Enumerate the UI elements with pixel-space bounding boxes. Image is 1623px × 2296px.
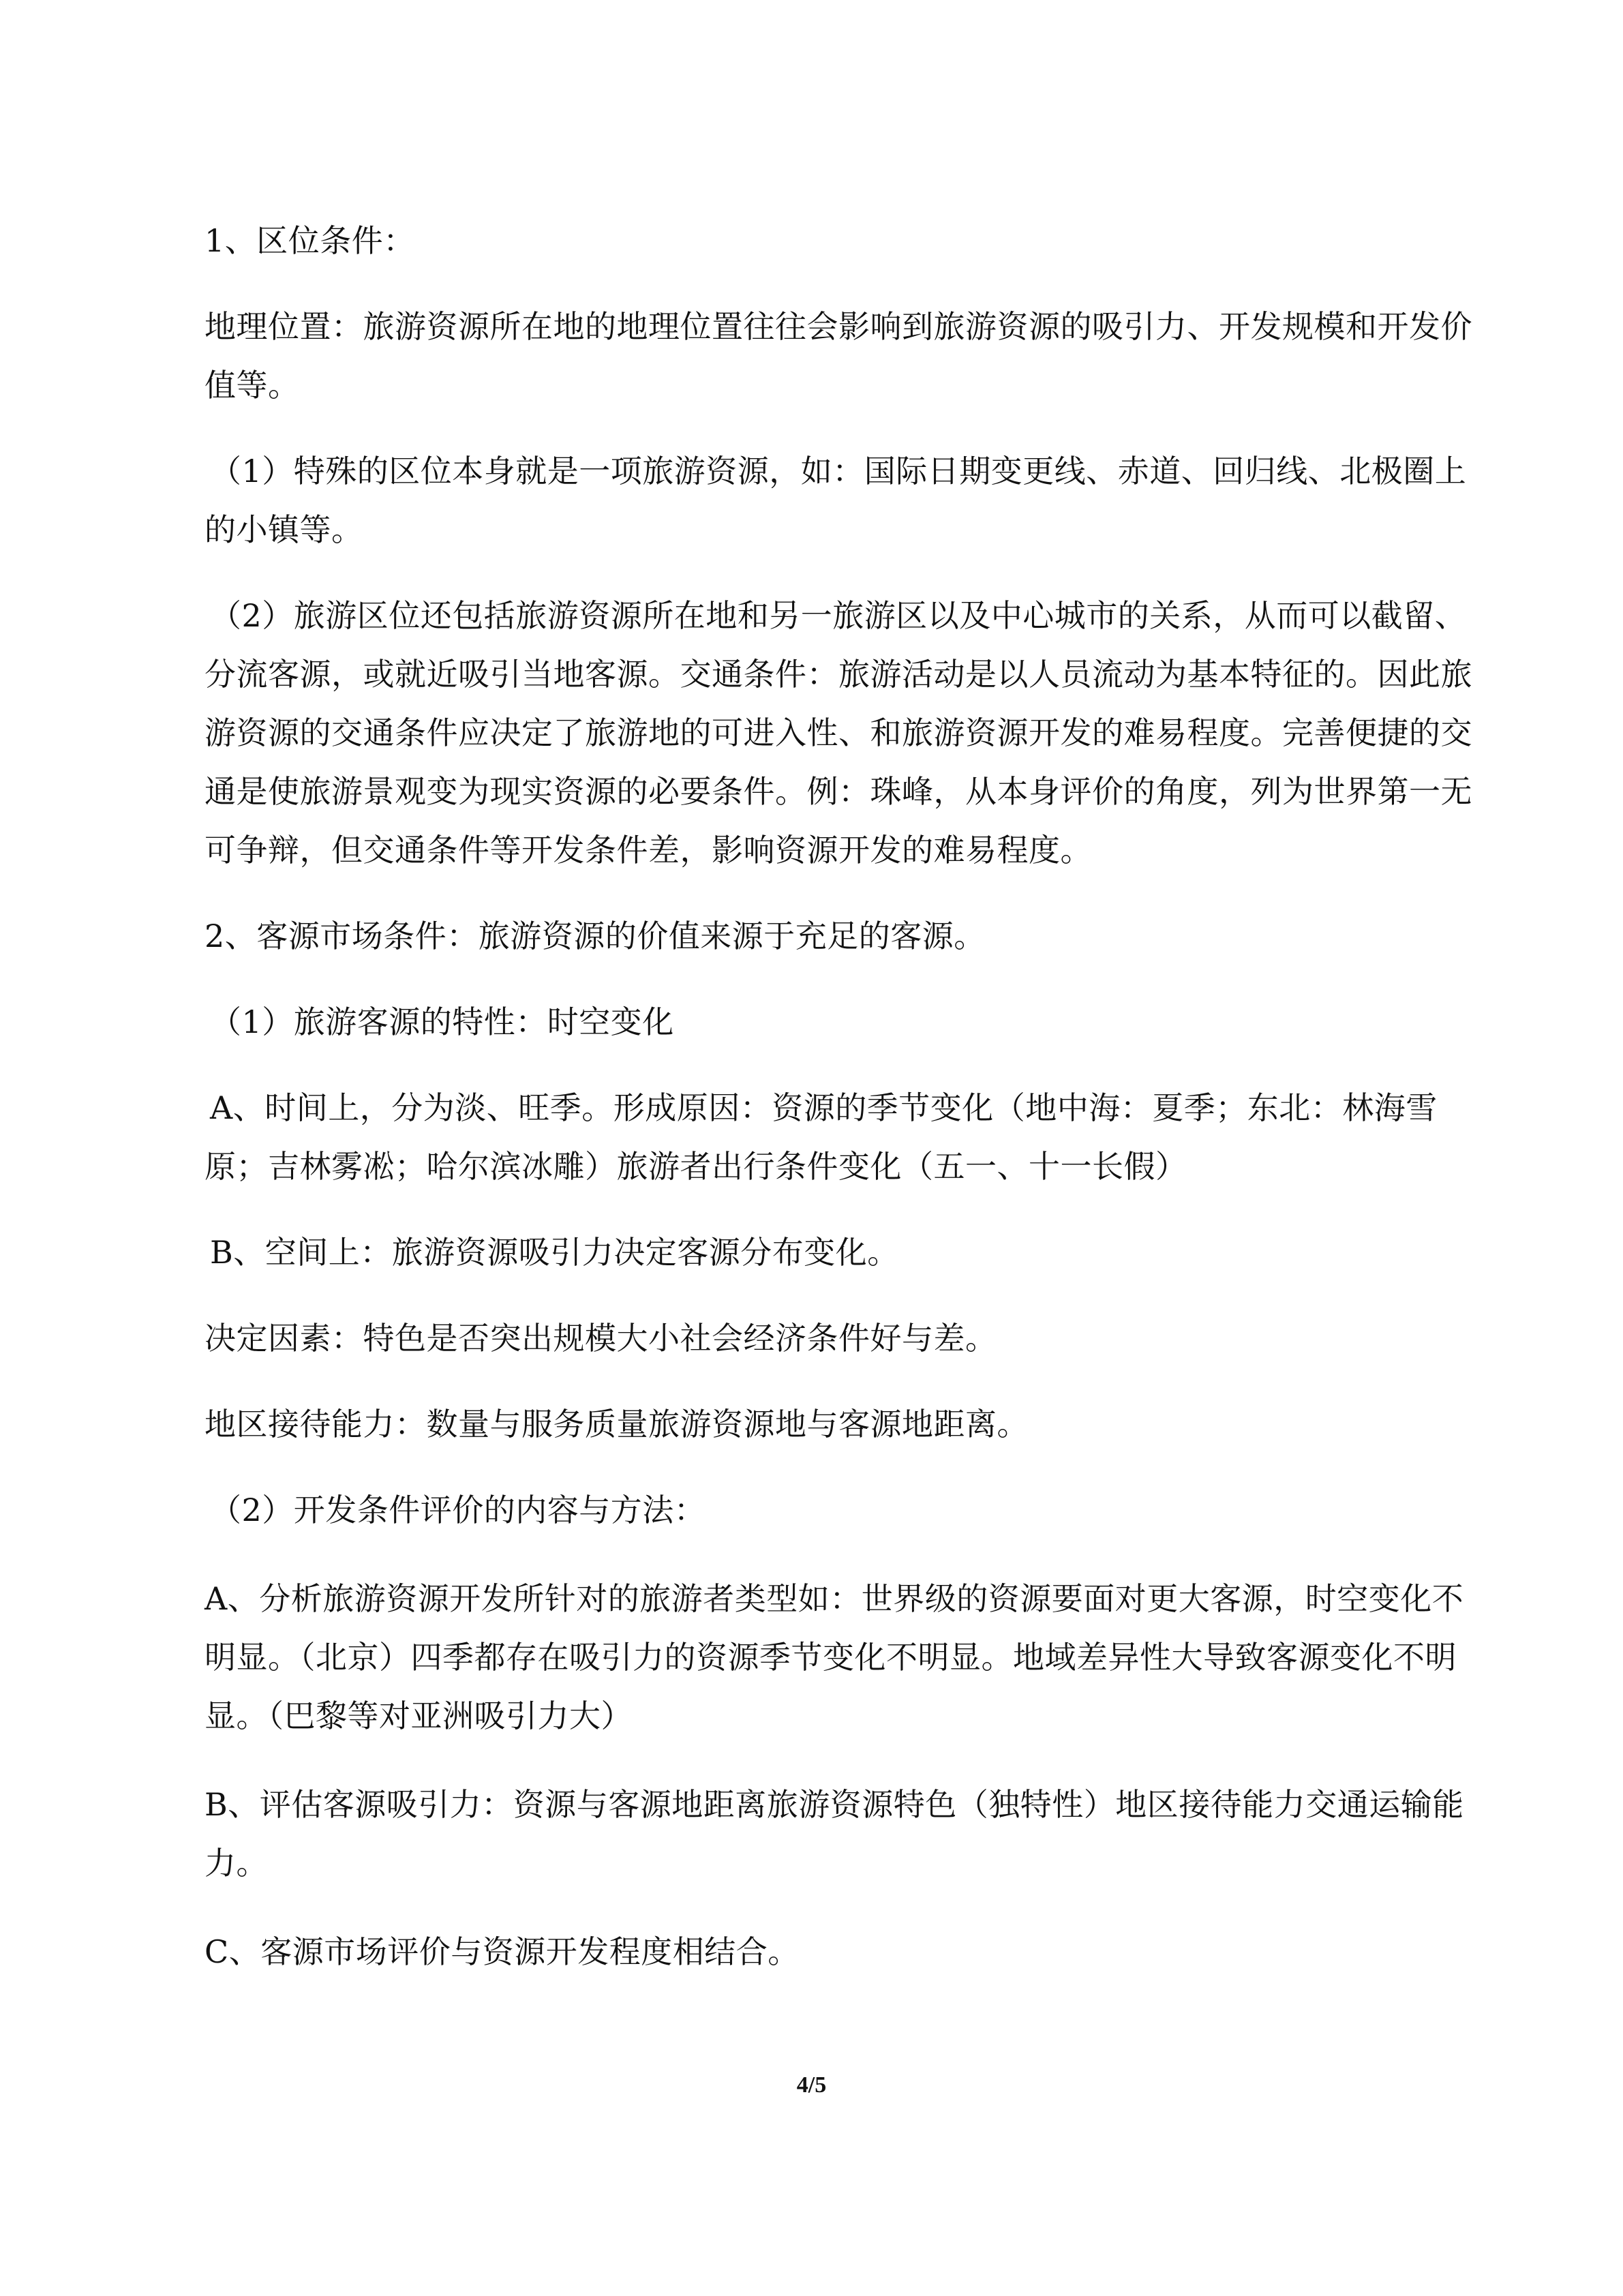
paragraph-source-characteristics: （1）旅游客源的特性：时空变化	[210, 1003, 674, 1040]
paragraph-source-attraction: B、评估客源吸引力：资源与客源地距离旅游资源特色（独特性）地区接待能力交通运输能力。	[204, 1786, 1464, 1882]
paragraph-location-heading: 1、区位条件：	[204, 222, 415, 259]
paragraph-space-variation: B、空间上：旅游资源吸引力决定客源分布变化。	[210, 1234, 899, 1271]
paragraph-analysis-tourist-types: A、分析旅游资源开发所针对的旅游者类型如：世界级的资源要面对更大客源，时空变化不明显。（北京）四季都存在吸引力的资源季节变化不明显。地域差异性大导致客源变化不明显。（巴黎等对亚洲吸引力大）	[204, 1580, 1464, 1734]
paragraph-market-evaluation: C、客源市场评价与资源开发程度相结合。	[204, 1933, 800, 1970]
paragraph-geographic-location: 地理位置：旅游资源所在地的地理位置往往会影响到旅游资源的吸引力、开发规模和开发价值等。	[204, 308, 1472, 404]
page-number: 4/5	[796, 2072, 827, 2098]
paragraph-market-conditions: 2、客源市场条件：旅游资源的价值来源于充足的客源。	[204, 918, 986, 954]
paragraph-time-variation: A、时间上，分为淡、旺季。形成原因：资源的季节变化（地中海：夏季；东北：林海雪原；吉林雾凇；哈尔滨冰雕）旅游者出行条件变化（五一、十一长假）	[204, 1089, 1438, 1185]
paragraph-evaluation-methods: （2）开发条件评价的内容与方法：	[210, 1492, 706, 1528]
paragraph-determining-factors: 决定因素：特色是否突出规模大小社会经济条件好与差。	[204, 1320, 997, 1357]
paragraph-tourism-location-and-transport: （2）旅游区位还包括旅游资源所在地和另一旅游区以及中心城市的关系，从而可以截留、分流客源，或就近吸引当地客源。交通条件：旅游活动是以人员流动为基本特征的。因此旅游资源的交通条件应决定了旅游地的可进入性、和旅游资源开发的难易程度。完善便捷的交通是使旅游景观变为现实资源的必要条件。例：珠峰，从本身评价的角度，列为世界第一无可争辩，但交通条件等开发条件差，影响资源开发的难易程度。	[204, 597, 1472, 868]
document-body	[204, 211, 1486, 1981]
paragraph-reception-capacity: 地区接待能力：数量与服务质量旅游资源地与客源地距离。	[204, 1406, 1029, 1442]
paragraph-special-location: （1）特殊的区位本身就是一项旅游资源，如：国际日期变更线、赤道、回归线、北极圈上的小镇等。	[204, 453, 1467, 548]
